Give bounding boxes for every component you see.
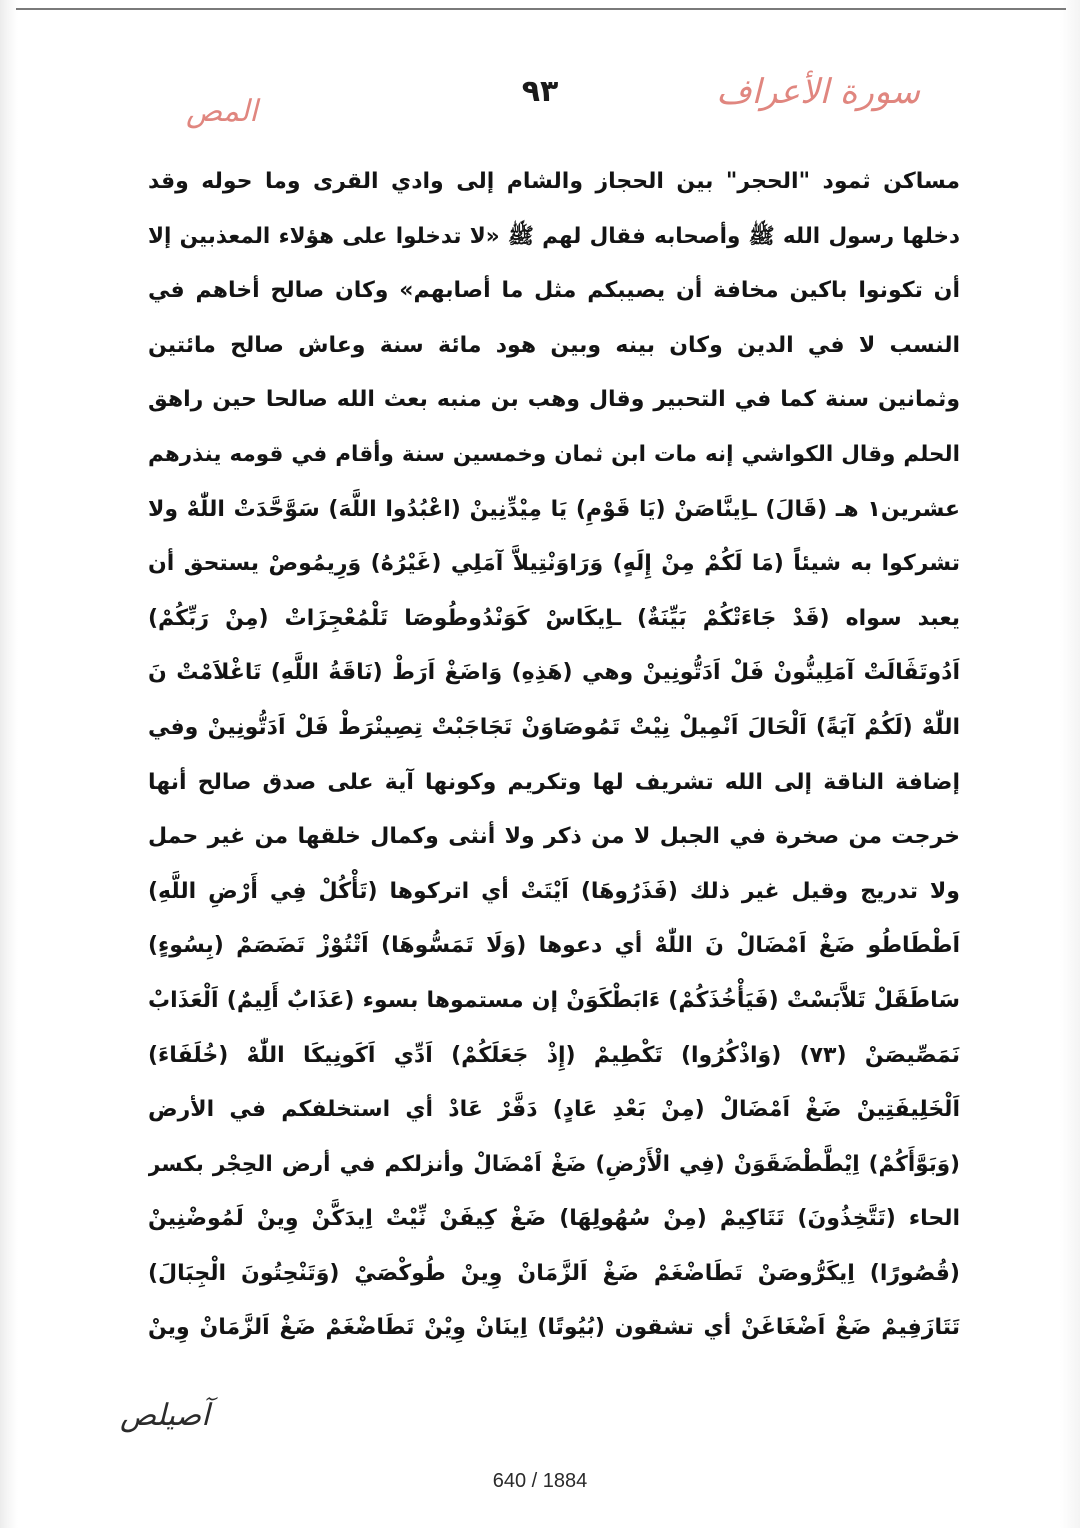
text-line: تشركوا به شيئاً (مَا لَكُمْ مِنْ إِلَهٍ) وَرَاوَنْتِيلاَّ آمَلِي (غَيْرُهُ) وَرِيمُوصْ يستحق أن bbox=[148, 551, 960, 577]
text-line: عشرين١ هـ (قَالَ) ـاِينَّاصَنْ (يَا قَوْمِ) يَا مِيْدِّنِينْ (اعْبُدُوا اللَّهَ) سَوَّحَّدَتْ اللّٰهْ ولا bbox=[148, 496, 960, 522]
margin-note-annotation: المص bbox=[186, 94, 258, 129]
text-line: يعبد سواه (قَدْ جَاءَتْكُمْ بَيِّنَةٌ) ـاِيكَاسْ كَوَنْدُوطُوصَا تَلْمُعْجِزَاتْ (مِنْ رَبِّكُمْ) bbox=[148, 605, 960, 631]
text-line: أن تكونوا باكين مخافة أن يصيبكم مثل ما أصابهم» وكان صالح أخاهم في bbox=[148, 278, 960, 304]
text-line: الحاء (تَتَّخِذُونَ) تَتَاكِيمْ (مِنْ سُهُولِهَا) ضَغْ كِيفَنْ نِّيْتْ اِيدَكَّنْ وِينْ لَمُوضْنِينْ bbox=[148, 1206, 960, 1232]
text-line: اللّٰهْ (لَكُمْ آيَةً) اَلْحَالَ اَنْمِيلْ نِيْتْ تَمُوصَاوَنْ تَجَاجَبْتْ تِصِينْرَطْ فَلْ اَدَتُّونِينْ وفي bbox=[148, 714, 960, 740]
text-line: مساكن ثمود "الحجر" بين الحجاز والشام إلى وادي القرى وما حوله وقد bbox=[148, 169, 960, 194]
text-line: النسب لا في الدين وكان بينه وبين هود مائة سنة وعاش صالح مائتين bbox=[148, 332, 960, 358]
text-line: (قُصُورًا) اِيكَرُّوصَنْ تَطَاضْغَمْ ضَغْ اَلزَّمَانْ وِينْ طُوكْصَيْ (وَتَنْحِتُونَ الْجِبَالَ) bbox=[148, 1260, 960, 1286]
text-line: خرجت من صخرة في الجبل لا من ذكر ولا أنثى وكمال خلقها من غير حمل bbox=[148, 824, 960, 850]
text-line: نَمَصِّيصَنْ (٧٣) (وَاذْكُرُوا) تَكْطِيمْ (إِذْ جَعَلَكُمْ) اَدِّي اَكَونِيكَا اللّٰهْ (خُلَفَاءَ) bbox=[148, 1042, 960, 1068]
page-top-edge bbox=[16, 8, 1066, 10]
tafsir-body bbox=[148, 155, 960, 1356]
text-line: اَدُوتَڤَالَتْ آمَلِينُّونْ فَلْ اَدَتُّونِينْ وهي (هَذِهِ) وَاضَغْ اَرَطْ (نَاقَةُ اللَّهِ) تَاغْلاَمْتْ نَ bbox=[148, 660, 960, 686]
handwritten-signature: آصيلص bbox=[120, 1398, 210, 1433]
text-line: دخلها رسول الله ﷺ وأصحابه فقال لهم ﷺ «لا تدخلوا على هؤلاء المعذبين إلا bbox=[148, 223, 960, 249]
text-line: سَاطَقَلْ تَلاَّبَسْتْ (فَيَأْخُذَكُمْ) ءَابَطْكَوَنْ إن مستموها بسوء (عَذَابٌ أَلِيمٌ) اَلْعَذَابْ bbox=[148, 987, 960, 1013]
text-line: الحلم وقال الكواشي إنه مات ابن ثمان وخمسين سنة وأقام في قومه ينذرهم bbox=[148, 441, 960, 467]
pdf-page-counter: 640 / 1884 bbox=[492, 1470, 588, 1492]
text-line: وثمانين سنة كما في التحبير وقال وهب بن منبه بعث الله صالحا حين راهق bbox=[148, 387, 960, 413]
text-line: اَطْطَاطُو ضَغْ اَمْضَالْ نَ اللّٰهْ أي دعوها (وَلَا تَمَسُّوهَا) اَتْتُوْزْ تَضَصَمْ (بِسُوءٍ) bbox=[148, 933, 960, 959]
surah-name-annotation: سورة الأعراف bbox=[716, 72, 920, 112]
text-line: إضافة الناقة إلى الله تشريف لها وتكريم وكونها آية على صدق صالح أنها bbox=[148, 769, 960, 795]
text-line: ولا تدريج وقيل غير ذلك (فَذَرُوهَا) اَيْتَتْ أي اتركوها (تَأْكُلْ فِي أَرْضِ اللَّهِ) bbox=[148, 878, 960, 904]
text-line: تَتَازَفِيمْ ضَغْ اَضْغَاغَنْ أي تشقون (بُيُوتًا) اِينَانْ وِيْنْ تَطَاضْغَمْ ضَغْ اَلزَّمَانْ وِينْ bbox=[148, 1315, 960, 1341]
page-number: ٩٣ bbox=[521, 74, 559, 109]
text-line: (وَبَوَّأَكُمْ) اِيْطَّطْضَقَوَنْ (فِي الْأَرْضِ) ضَغْ اَمْضَالْ وأنزلكم في أرض الحِجْر بكسر bbox=[148, 1151, 960, 1177]
text-line: اَلْخَلِيفَتِينْ ضَغْ اَمْضَالْ (مِنْ بَعْدِ عَادٍ) دَفَّرْ عَادْ أي استخلفكم في الأرض bbox=[148, 1097, 960, 1123]
